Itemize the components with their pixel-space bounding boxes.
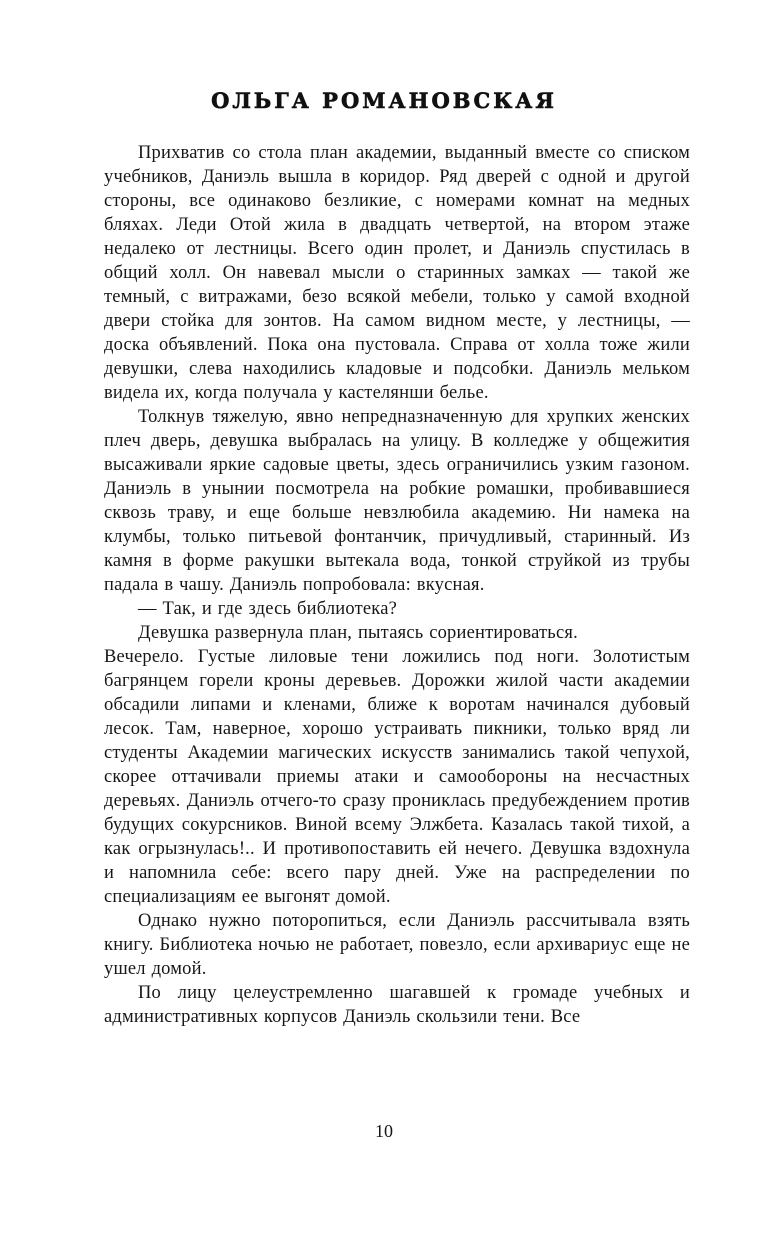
paragraph: По лицу целеустремленно шагавшей к громаде учебных и административных корпусов Даниэль скользили тени. Все [104,983,690,1027]
paragraph: Вечерело. Густые лиловые тени ложились под ноги. Золотистым багрянцем горели кроны деревьев. Дорожки жилой части академии обсадили липами и кленами, ближе к воротам начинался дубовый лесок. Там, наверное, хорошо устраивать пикники, только вряд ли студенты Академии магических искусств занимались такой чепухой, скорее оттачивали приемы атаки и самообороны на несчастных деревьях. Даниэль отчего-то сразу прониклась предубеждением против будущих сокурсников. Виной всему Элжбета. Казалась такой тихой, а как огрызнулась!.. И противопоставить ей нечего. Девушка вздохнула и напомнила себе: всего пару дней. Уже на распределении по специализациям ее выгонят домой. [104,647,690,907]
dialogue-line: — Так, и где здесь библиотека? [138,599,398,619]
running-header-author: ОЛЬГА РОМАНОВСКАЯ [211,88,557,113]
page-number: 10 [375,1121,393,1141]
body-text [104,141,690,1029]
paragraph: Однако нужно поторопиться, если Даниэль рассчитывала взять книгу. Библиотека ночью не работает, повезло, если архивариус еще не ушел домой. [104,911,690,979]
paragraph: Прихватив со стола план академии, выданный вместе со списком учебников, Даниэль вышла в коридор. Ряд дверей с одной и другой стороны, все одинаково безликие, с номерами комнат на медных бляхах. Леди Отой жила в двадцать четвертой, на втором этаже недалеко от лестницы. Всего один пролет, и Даниэль спустилась в общий холл. Он навевал мысли о старинных замках — такой же темный, с витражами, безо всякой мебели, только у самой входной двери стойка для зонтов. На самом видном месте, у лестницы, — доска объявлений. Пока она пустовала. Справа от холла тоже жили девушки, слева находились кладовые и подсобки. Даниэль мельком видела их, когда получала у кастелянши белье. [104,143,690,403]
paragraph: Толкнув тяжелую, явно непредназначенную для хрупких женских плеч дверь, девушка выбралась на улицу. В колледже у общежития высаживали яркие садовые цветы, здесь ограничились узким газоном. Даниэль в унынии посмотрела на робкие ромашки, пробивавшиеся сквозь траву, и еще больше невзлюбила академию. Ни намека на клумбы, только питьевой фонтанчик, причудливый, старинный. Из камня в форме ракушки вытекала вода, тонкой струйкой из трубы падала в чашу. Даниэль попробовала: вкусная. [104,407,690,595]
paragraph: Девушка развернула план, пытаясь сориентироваться. [138,623,578,643]
